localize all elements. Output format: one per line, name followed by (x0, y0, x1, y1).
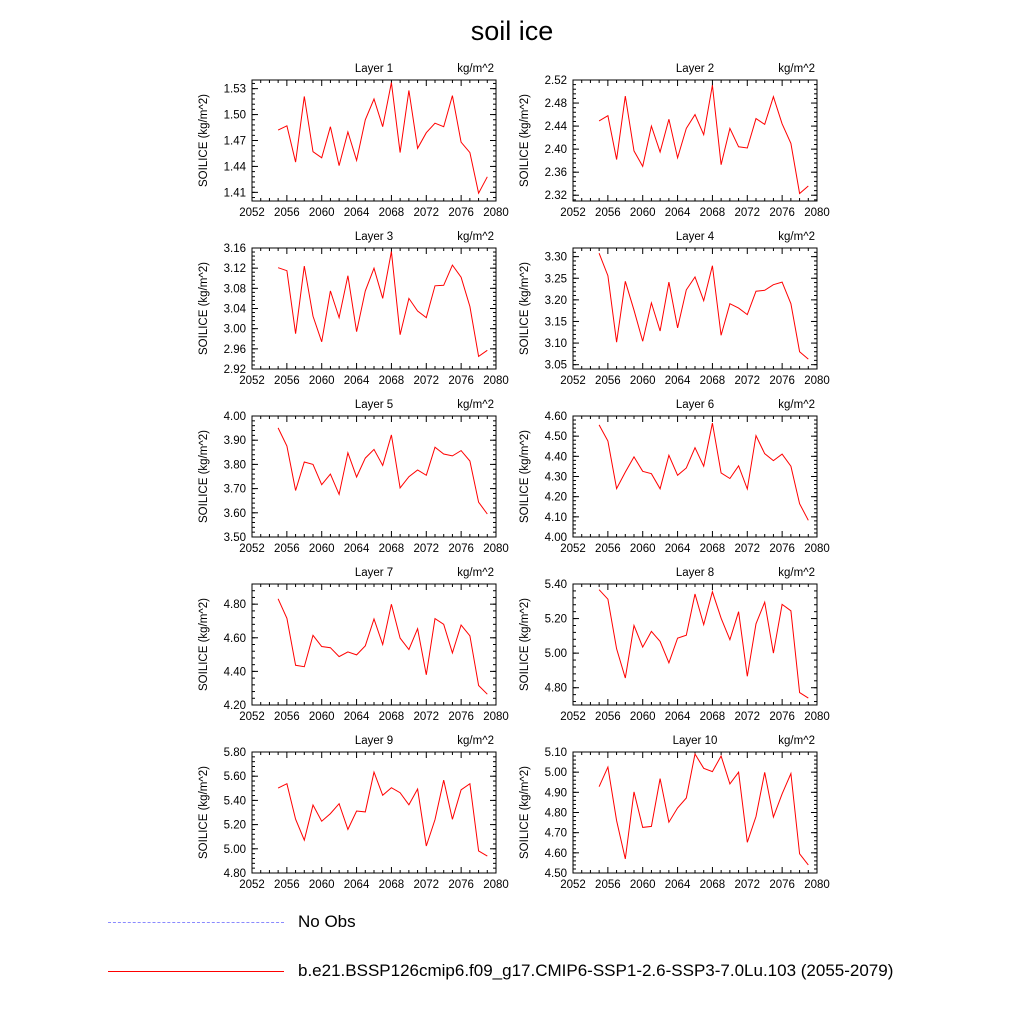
y-tick-label: 1.53 (223, 83, 246, 96)
y-tick-label: 4.20 (223, 700, 246, 712)
series-line (599, 253, 808, 359)
x-tick-label: 2068 (699, 375, 726, 387)
x-tick-label: 2060 (629, 879, 656, 891)
y-tick-label: 4.50 (544, 431, 567, 444)
y-tick-label: 4.60 (223, 632, 246, 645)
y-tick-label: 2.40 (544, 144, 567, 157)
plot-frame (252, 416, 496, 537)
x-tick-label: 2056 (274, 207, 300, 219)
x-tick-label: 2068 (378, 879, 405, 891)
y-tick-label: 5.20 (544, 613, 567, 626)
x-tick-label: 2052 (239, 711, 265, 723)
series-line (599, 754, 808, 865)
x-tick-label: 2076 (448, 543, 474, 555)
panel-title: Layer 9 (354, 735, 394, 747)
plot-frame (252, 584, 496, 705)
x-tick-label: 2080 (483, 543, 509, 555)
legend-swatch-model (108, 971, 284, 972)
panel-units: kg/m^2 (457, 735, 494, 747)
x-tick-label: 2064 (664, 543, 691, 555)
y-axis-label: SOILICE (kg/m^2) (519, 430, 531, 523)
x-tick-label: 2080 (804, 543, 830, 555)
x-tick-label: 2080 (804, 879, 830, 891)
panel-units: kg/m^2 (778, 63, 815, 75)
x-tick-label: 2052 (560, 543, 586, 555)
panel-units: kg/m^2 (778, 231, 815, 243)
y-tick-label: 5.10 (544, 747, 567, 759)
plot-frame (573, 752, 817, 873)
x-tick-label: 2052 (560, 711, 586, 723)
x-tick-label: 2064 (343, 879, 370, 891)
y-tick-label: 2.96 (223, 343, 246, 356)
plot-frame (252, 248, 496, 369)
y-tick-label: 4.90 (544, 787, 567, 800)
x-tick-label: 2056 (595, 543, 621, 555)
y-tick-label: 4.50 (544, 868, 567, 880)
x-tick-label: 2076 (769, 375, 795, 387)
x-tick-label: 2072 (413, 207, 440, 219)
y-tick-label: 2.48 (544, 98, 567, 111)
x-tick-label: 2060 (308, 543, 335, 555)
y-tick-label: 5.80 (223, 747, 246, 759)
x-tick-label: 2072 (413, 879, 440, 891)
y-tick-label: 3.20 (544, 294, 567, 307)
panel-layer-5 (198, 399, 509, 555)
x-tick-label: 2076 (448, 375, 474, 387)
legend-label-obs: No Obs (298, 912, 356, 931)
x-tick-label: 2068 (699, 879, 726, 891)
panel-layer-8 (519, 567, 830, 723)
panel-units: kg/m^2 (457, 231, 494, 243)
panel-title: Layer 4 (675, 231, 715, 243)
y-tick-label: 3.12 (223, 263, 246, 276)
panel-units: kg/m^2 (778, 399, 815, 411)
series-line (599, 423, 808, 520)
y-tick-label: 2.92 (223, 364, 246, 376)
x-tick-label: 2064 (343, 711, 370, 723)
panel-layer-7 (198, 567, 509, 723)
y-axis-label: SOILICE (kg/m^2) (519, 766, 531, 859)
panel-units: kg/m^2 (778, 567, 815, 579)
x-tick-label: 2056 (274, 375, 300, 387)
x-tick-label: 2056 (595, 711, 621, 723)
y-tick-label: 3.70 (223, 483, 246, 496)
y-axis-label: SOILICE (kg/m^2) (198, 94, 210, 187)
x-tick-label: 2064 (664, 879, 691, 891)
x-tick-label: 2072 (734, 375, 761, 387)
y-tick-label: 1.41 (223, 187, 246, 200)
y-tick-label: 4.40 (544, 451, 567, 464)
x-tick-label: 2052 (560, 207, 586, 219)
y-tick-label: 1.50 (223, 109, 246, 122)
x-tick-label: 2068 (378, 543, 405, 555)
x-tick-label: 2080 (804, 375, 830, 387)
x-tick-label: 2056 (595, 375, 621, 387)
y-tick-label: 4.70 (544, 827, 567, 840)
y-tick-label: 3.15 (544, 316, 567, 329)
y-tick-label: 4.80 (544, 682, 567, 695)
y-tick-label: 3.10 (544, 338, 567, 351)
x-tick-label: 2068 (378, 711, 405, 723)
y-tick-label: 5.40 (223, 795, 246, 808)
x-tick-label: 2052 (239, 543, 265, 555)
x-tick-label: 2060 (629, 711, 656, 723)
y-tick-label: 4.10 (544, 511, 567, 524)
y-axis-label: SOILICE (kg/m^2) (198, 766, 210, 859)
y-tick-label: 4.40 (223, 666, 246, 679)
panel-title: Layer 7 (354, 567, 394, 579)
x-tick-label: 2072 (734, 711, 761, 723)
panel-units: kg/m^2 (457, 399, 494, 411)
panel-units: kg/m^2 (457, 63, 494, 75)
panel-layer-10 (519, 735, 830, 891)
x-tick-label: 2076 (769, 207, 795, 219)
y-tick-label: 5.40 (544, 579, 567, 591)
y-tick-label: 3.90 (223, 435, 246, 448)
y-tick-label: 5.00 (544, 767, 567, 780)
plot-frame (252, 752, 496, 873)
series-line (278, 252, 487, 357)
y-tick-label: 3.05 (544, 359, 567, 372)
x-tick-label: 2060 (629, 375, 656, 387)
x-tick-label: 2076 (448, 207, 474, 219)
y-tick-label: 4.80 (223, 868, 246, 880)
panel-title: Layer 3 (354, 231, 394, 243)
y-tick-label: 2.36 (544, 167, 567, 180)
y-tick-label: 4.20 (544, 491, 567, 504)
x-tick-label: 2072 (413, 543, 440, 555)
panel-layer-9 (198, 735, 509, 891)
y-tick-label: 3.00 (223, 323, 246, 336)
x-tick-label: 2060 (308, 711, 335, 723)
x-tick-label: 2060 (629, 207, 656, 219)
y-tick-label: 3.60 (223, 507, 246, 520)
x-tick-label: 2072 (734, 543, 761, 555)
x-tick-label: 2080 (804, 711, 830, 723)
y-axis-label: SOILICE (kg/m^2) (519, 598, 531, 691)
x-tick-label: 2068 (378, 207, 405, 219)
x-tick-label: 2060 (308, 375, 335, 387)
panel-title: Layer 8 (675, 567, 715, 579)
plot-frame (573, 248, 817, 369)
y-tick-label: 4.60 (544, 411, 567, 423)
y-tick-label: 4.60 (544, 847, 567, 860)
x-tick-label: 2080 (804, 207, 830, 219)
x-tick-label: 2052 (239, 207, 265, 219)
plot-frame (573, 416, 817, 537)
x-tick-label: 2080 (483, 711, 509, 723)
y-tick-label: 5.60 (223, 771, 246, 784)
x-tick-label: 2076 (448, 879, 474, 891)
x-tick-label: 2072 (734, 879, 761, 891)
x-tick-label: 2076 (448, 711, 474, 723)
y-axis-label: SOILICE (kg/m^2) (198, 598, 210, 691)
x-tick-label: 2056 (274, 543, 300, 555)
x-tick-label: 2080 (483, 375, 509, 387)
x-tick-label: 2072 (413, 375, 440, 387)
x-tick-label: 2064 (343, 207, 370, 219)
y-tick-label: 2.44 (544, 121, 567, 134)
x-tick-label: 2056 (274, 879, 300, 891)
y-axis-label: SOILICE (kg/m^2) (198, 262, 210, 355)
x-tick-label: 2080 (483, 879, 509, 891)
y-tick-label: 2.32 (544, 190, 567, 203)
y-tick-label: 5.20 (223, 819, 246, 832)
legend-label-model: b.e21.BSSP126cmip6.f09_g17.CMIP6-SSP1-2.6-SSP3-7.0Lu.103 (2055-2079) (298, 961, 894, 980)
x-tick-label: 2080 (483, 207, 509, 219)
series-line (599, 590, 808, 698)
series-line (599, 85, 808, 193)
panel-layer-4 (519, 231, 830, 387)
y-axis-label: SOILICE (kg/m^2) (519, 262, 531, 355)
panel-layer-1 (198, 63, 509, 219)
x-tick-label: 2052 (239, 879, 265, 891)
series-line (278, 83, 487, 194)
x-tick-label: 2056 (274, 711, 300, 723)
y-tick-label: 3.50 (223, 532, 246, 544)
y-tick-label: 3.08 (223, 283, 246, 296)
y-axis-label: SOILICE (kg/m^2) (198, 430, 210, 523)
plot-frame (573, 80, 817, 201)
series-line (278, 428, 487, 514)
x-tick-label: 2076 (769, 879, 795, 891)
y-tick-label: 1.47 (223, 135, 246, 148)
x-tick-label: 2072 (734, 207, 761, 219)
x-tick-label: 2056 (595, 879, 621, 891)
x-tick-label: 2052 (239, 375, 265, 387)
x-tick-label: 2064 (343, 375, 370, 387)
panel-title: Layer 1 (354, 63, 394, 75)
x-tick-label: 2064 (664, 711, 691, 723)
legend-swatch-obs (108, 922, 284, 923)
series-line (278, 772, 487, 856)
x-tick-label: 2076 (769, 711, 795, 723)
panel-layer-2 (519, 63, 830, 219)
panel-units: kg/m^2 (457, 567, 494, 579)
panel-title: Layer 5 (354, 399, 394, 411)
x-tick-label: 2072 (413, 711, 440, 723)
page-title: soil ice (470, 16, 554, 46)
x-tick-label: 2064 (664, 207, 691, 219)
x-tick-label: 2064 (664, 375, 691, 387)
panel-title: Layer 6 (675, 399, 715, 411)
series-line (278, 599, 487, 694)
x-tick-label: 2056 (595, 207, 621, 219)
y-tick-label: 5.00 (544, 648, 567, 661)
y-tick-label: 4.00 (544, 532, 567, 544)
x-tick-label: 2068 (378, 375, 405, 387)
x-tick-label: 2064 (343, 543, 370, 555)
y-tick-label: 1.44 (223, 161, 246, 174)
x-tick-label: 2060 (629, 543, 656, 555)
x-tick-label: 2068 (699, 543, 726, 555)
panel-units: kg/m^2 (778, 735, 815, 747)
y-tick-label: 4.80 (544, 807, 567, 820)
y-axis-label: SOILICE (kg/m^2) (519, 94, 531, 187)
y-tick-label: 3.04 (223, 303, 246, 316)
x-tick-label: 2076 (769, 543, 795, 555)
x-tick-label: 2068 (699, 207, 726, 219)
y-tick-label: 5.00 (223, 843, 246, 856)
y-tick-label: 4.00 (223, 411, 246, 423)
plot-frame (573, 584, 817, 705)
x-tick-label: 2060 (308, 879, 335, 891)
y-tick-label: 4.80 (223, 599, 246, 612)
y-tick-label: 3.80 (223, 459, 246, 472)
y-tick-label: 3.16 (223, 243, 246, 255)
x-tick-label: 2060 (308, 207, 335, 219)
panel-title: Layer 2 (675, 63, 715, 75)
y-tick-label: 4.30 (544, 471, 567, 484)
y-tick-label: 2.52 (544, 75, 567, 87)
panel-title: Layer 10 (672, 735, 718, 747)
y-tick-label: 3.25 (544, 273, 567, 286)
y-tick-label: 3.30 (544, 251, 567, 264)
x-tick-label: 2052 (560, 375, 586, 387)
x-tick-label: 2052 (560, 879, 586, 891)
panel-layer-6 (519, 399, 830, 555)
panel-layer-3 (198, 231, 509, 387)
x-tick-label: 2068 (699, 711, 726, 723)
